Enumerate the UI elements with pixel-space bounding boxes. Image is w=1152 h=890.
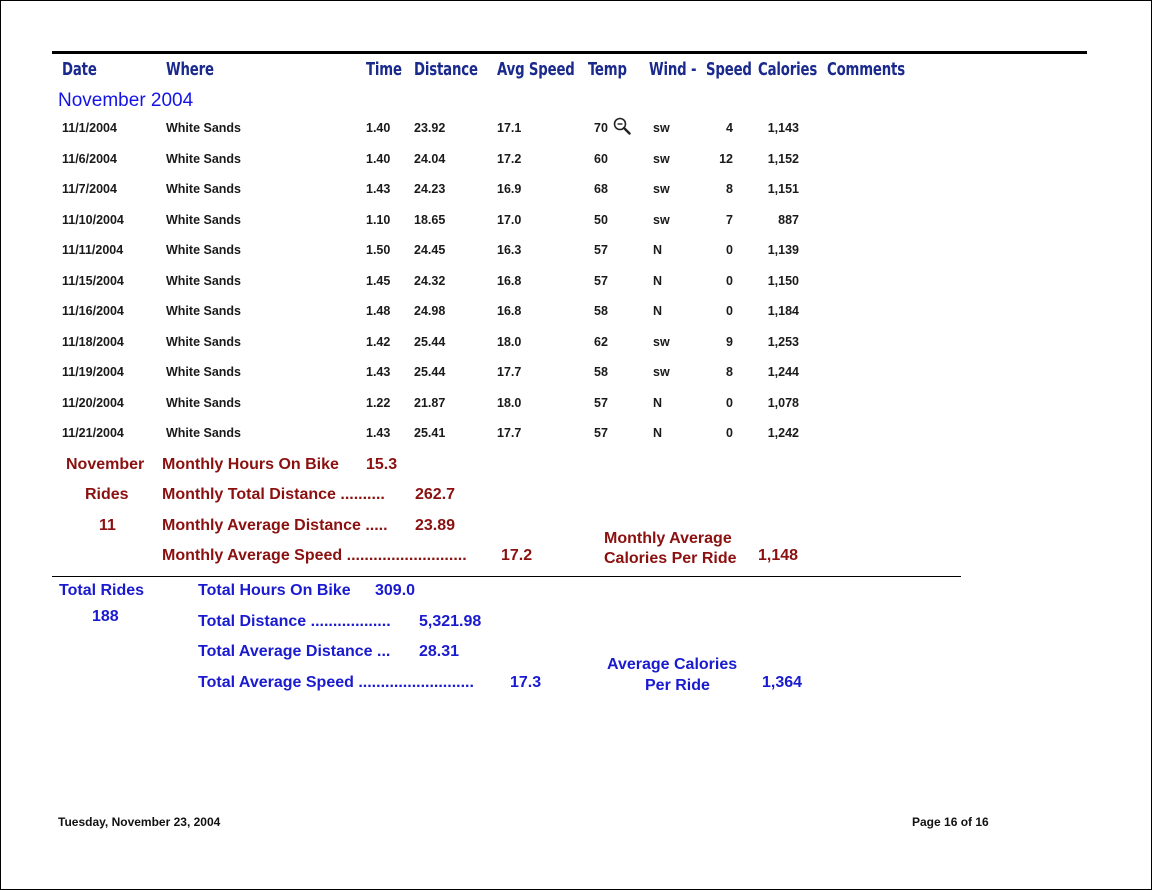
monthly-calories-value: 1,148 xyxy=(758,547,799,564)
total-rides-count: 188 xyxy=(92,608,119,625)
total-distance-label: Total Distance .................. xyxy=(198,613,391,630)
cell-calories: 1,151 xyxy=(767,182,799,196)
cell-avg-speed: 17.7 xyxy=(497,426,522,440)
report-date: Tuesday, November 23, 2004 xyxy=(58,815,221,829)
cell-wind: N xyxy=(653,395,663,410)
cell-where: White Sands xyxy=(166,273,242,288)
cell-temp: 58 xyxy=(594,365,608,379)
table-row xyxy=(0,243,1152,273)
cell-where: White Sands xyxy=(166,151,242,166)
cell-temp: 68 xyxy=(594,182,608,196)
monthly-avg-speed-value: 17.2 xyxy=(501,547,533,564)
cell-wind-speed: 0 xyxy=(726,426,733,440)
column-header-time: Time xyxy=(366,59,402,80)
monthly-label-rides: Rides xyxy=(85,486,129,503)
cell-time: 1.48 xyxy=(366,304,391,318)
monthly-rides-count: 11 xyxy=(99,517,116,534)
cell-where: White Sands xyxy=(166,121,242,135)
cell-distance: 24.32 xyxy=(414,273,446,288)
monthly-calories-label-line1: Monthly Average xyxy=(604,530,732,547)
table-row xyxy=(0,152,1152,182)
cell-date: 11/15/2004 xyxy=(62,273,124,288)
cell-date: 11/21/2004 xyxy=(62,426,124,440)
cell-temp: 57 xyxy=(594,243,608,257)
magnifier-icon[interactable] xyxy=(612,116,632,136)
header-rule xyxy=(52,51,1087,54)
total-avg-speed-label: Total Average Speed .......................... xyxy=(198,674,474,691)
table-row xyxy=(0,121,1152,151)
cell-avg-speed: 17.0 xyxy=(497,212,522,227)
cell-temp: 57 xyxy=(594,426,608,440)
cell-calories: 1,253 xyxy=(767,334,799,349)
cell-distance: 24.23 xyxy=(414,182,446,196)
cell-wind: sw xyxy=(653,182,670,196)
cell-distance: 21.87 xyxy=(414,395,446,410)
cell-date: 11/11/2004 xyxy=(62,243,124,257)
cell-avg-speed: 16.9 xyxy=(497,182,522,196)
column-header-avg-speed: Avg Speed xyxy=(497,59,575,80)
cell-temp: 70 xyxy=(594,121,608,135)
cell-avg-speed: 18.0 xyxy=(497,334,522,349)
cell-distance: 25.44 xyxy=(414,334,446,349)
cell-temp: 58 xyxy=(594,304,608,318)
total-calories-label-line2: Per Ride xyxy=(645,677,710,694)
cell-distance: 18.65 xyxy=(414,212,446,227)
total-avg-distance-value: 28.31 xyxy=(419,643,460,660)
cell-where: White Sands xyxy=(166,304,242,318)
cell-wind: N xyxy=(653,304,663,318)
cell-where: White Sands xyxy=(166,243,242,257)
cell-date: 11/19/2004 xyxy=(62,365,124,379)
table-row xyxy=(0,274,1152,304)
cell-where: White Sands xyxy=(166,334,242,349)
monthly-distance-label: Monthly Total Distance .......... xyxy=(162,486,385,503)
cell-calories: 1,184 xyxy=(767,304,799,318)
total-rides-label: Total Rides xyxy=(59,582,145,599)
table-row xyxy=(0,365,1152,395)
column-header-calories: Calories xyxy=(758,59,818,80)
cell-distance: 25.44 xyxy=(414,365,446,379)
cell-time: 1.43 xyxy=(366,365,391,379)
monthly-avg-speed-label: Monthly Average Speed ........................... xyxy=(162,547,467,564)
monthly-distance-value: 262.7 xyxy=(415,486,456,503)
cell-time: 1.22 xyxy=(366,395,391,410)
cell-wind-speed: 0 xyxy=(726,304,733,318)
cell-time: 1.40 xyxy=(366,151,391,166)
table-row xyxy=(0,182,1152,212)
cell-wind: sw xyxy=(653,365,670,379)
cell-calories: 1,150 xyxy=(767,273,799,288)
cell-calories: 1,244 xyxy=(767,365,799,379)
cell-where: White Sands xyxy=(166,395,242,410)
cell-temp: 50 xyxy=(594,212,608,227)
cell-wind-speed: 12 xyxy=(719,151,733,166)
cell-time: 1.43 xyxy=(366,182,391,196)
cell-time: 1.10 xyxy=(366,212,391,227)
total-avg-speed-value: 17.3 xyxy=(510,674,542,691)
cell-wind-speed: 9 xyxy=(726,334,733,349)
cell-temp: 57 xyxy=(594,273,608,288)
cell-calories: 1,078 xyxy=(767,395,799,410)
total-hours-value: 309.0 xyxy=(375,582,416,599)
cell-calories: 1,143 xyxy=(767,121,799,135)
cell-time: 1.50 xyxy=(366,243,391,257)
cell-avg-speed: 16.3 xyxy=(497,243,522,257)
cell-time: 1.42 xyxy=(366,334,391,349)
cell-distance: 24.04 xyxy=(414,151,446,166)
page-number: Page 16 of 16 xyxy=(912,815,989,829)
summary-divider xyxy=(52,576,961,577)
total-calories-label-line1: Average Calories xyxy=(607,656,738,673)
table-row xyxy=(0,335,1152,365)
cell-distance: 25.41 xyxy=(414,426,446,440)
cell-avg-speed: 16.8 xyxy=(497,273,522,288)
cell-wind-speed: 4 xyxy=(726,121,733,135)
monthly-avg-distance-label: Monthly Average Distance ..... xyxy=(162,517,388,534)
cell-date: 11/1/2004 xyxy=(62,121,117,135)
column-header-speed: Speed xyxy=(706,59,752,80)
monthly-label-month: November xyxy=(66,456,145,473)
column-header-where: Where xyxy=(166,59,214,80)
cell-time: 1.40 xyxy=(366,121,391,135)
table-row xyxy=(0,304,1152,334)
monthly-avg-distance-value: 23.89 xyxy=(415,517,456,534)
cell-wind: sw xyxy=(653,121,670,135)
cell-avg-speed: 17.7 xyxy=(497,365,522,379)
cell-avg-speed: 17.1 xyxy=(497,121,522,135)
cell-where: White Sands xyxy=(166,212,242,227)
cell-wind-speed: 8 xyxy=(726,365,733,379)
cell-where: White Sands xyxy=(166,182,242,196)
cell-wind-speed: 0 xyxy=(726,243,733,257)
cell-wind: sw xyxy=(653,212,670,227)
column-header-wind: Wind - xyxy=(649,59,697,80)
cell-distance: 24.45 xyxy=(414,243,446,257)
cell-distance: 24.98 xyxy=(414,304,446,318)
cell-time: 1.43 xyxy=(366,426,391,440)
cell-temp: 62 xyxy=(594,334,608,349)
total-hours-label: Total Hours On Bike xyxy=(198,582,351,599)
cell-avg-speed: 18.0 xyxy=(497,395,522,410)
cell-date: 11/20/2004 xyxy=(62,395,124,410)
cell-wind: N xyxy=(653,243,663,257)
cell-date: 11/7/2004 xyxy=(62,182,117,196)
cell-calories: 887 xyxy=(778,212,799,227)
cell-wind: N xyxy=(653,273,663,288)
table-row xyxy=(0,426,1152,456)
cell-avg-speed: 16.8 xyxy=(497,304,522,318)
cell-wind-speed: 7 xyxy=(726,212,733,227)
cell-time: 1.45 xyxy=(366,273,391,288)
cell-date: 11/10/2004 xyxy=(62,212,124,227)
cell-distance: 23.92 xyxy=(414,121,446,135)
column-header-distance: Distance xyxy=(414,59,478,80)
column-header-date: Date xyxy=(62,59,97,80)
cell-where: White Sands xyxy=(166,426,242,440)
cell-date: 11/18/2004 xyxy=(62,334,124,349)
cell-date: 11/6/2004 xyxy=(62,151,117,166)
cell-date: 11/16/2004 xyxy=(62,304,124,318)
cell-wind: sw xyxy=(653,334,670,349)
table-row xyxy=(0,396,1152,426)
monthly-hours-value: 15.3 xyxy=(366,456,398,473)
total-distance-value: 5,321.98 xyxy=(419,613,482,630)
cell-calories: 1,152 xyxy=(767,151,799,166)
monthly-calories-label-line2: Calories Per Ride xyxy=(604,550,737,567)
cell-calories: 1,242 xyxy=(767,426,799,440)
cell-wind-speed: 8 xyxy=(726,182,733,196)
cell-wind-speed: 0 xyxy=(726,395,733,410)
cell-temp: 60 xyxy=(594,151,608,166)
month-group-title: November 2004 xyxy=(58,90,194,111)
cell-wind: sw xyxy=(653,151,670,166)
total-calories-value: 1,364 xyxy=(762,674,803,691)
column-header-comments: Comments xyxy=(827,59,905,80)
column-header-temp: Temp xyxy=(588,59,627,80)
cell-wind-speed: 0 xyxy=(726,273,733,288)
cell-where: White Sands xyxy=(166,365,242,379)
total-avg-distance-label: Total Average Distance ... xyxy=(198,643,391,660)
table-row xyxy=(0,213,1152,243)
cell-avg-speed: 17.2 xyxy=(497,151,522,166)
monthly-hours-label: Monthly Hours On Bike xyxy=(162,456,339,473)
cell-wind: N xyxy=(653,426,663,440)
cell-calories: 1,139 xyxy=(767,243,799,257)
cell-temp: 57 xyxy=(594,395,608,410)
